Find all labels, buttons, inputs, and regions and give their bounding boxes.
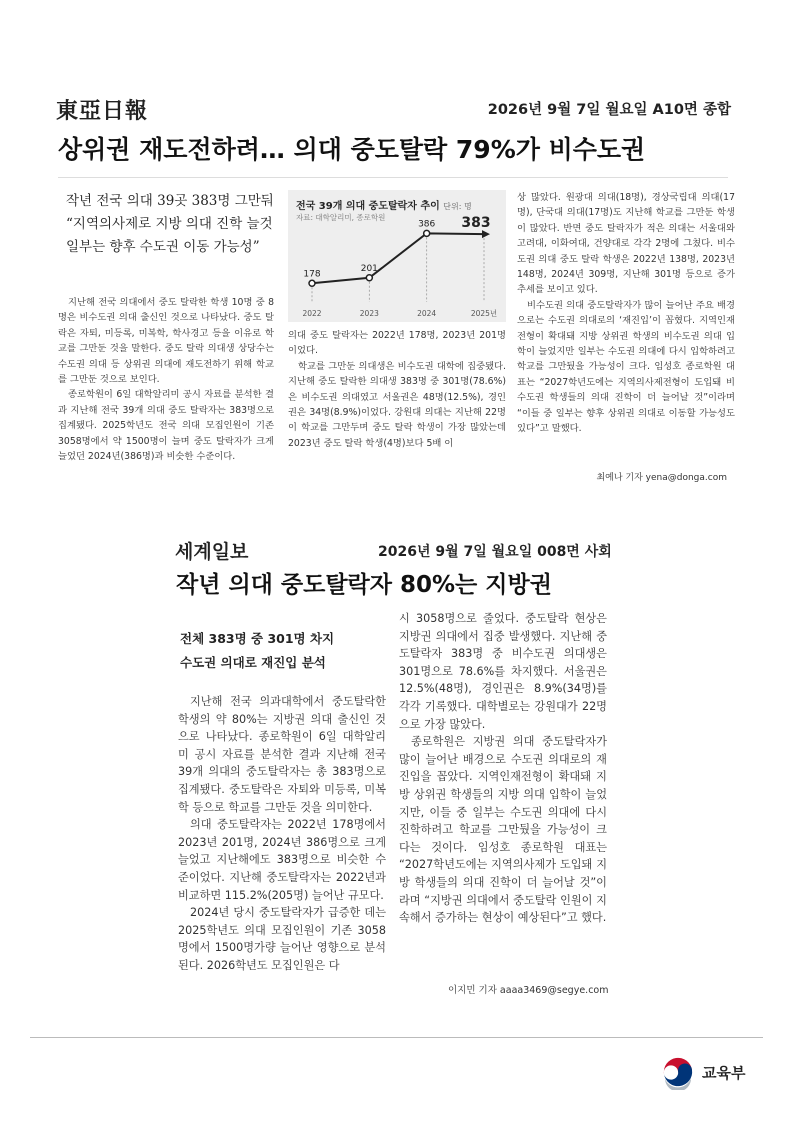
headline-donga: 상위권 재도전하려… 의대 중도탈락 79%가 비수도권 [58,135,646,164]
chart-x-tick-label: 2023 [359,309,379,318]
paragraph: 지난해 전국 의과대학에서 중도탈락한 학생의 약 80%는 지방권 의대 출신인 것으로 나타났다. 종로학원이 6일 대학알리미 공시 자료를 분석한 결과 지난해 전국 39개 의대의 중도탈락자는 총 383명으로 집계됐다. 중도탈락은 자퇴와 미등록, 미복학 등으로 학교를 그만둔 것을 의미한다. [178,695,386,814]
paragraph: 지난해 전국 의대에서 중도 탈락한 학생 10명 중 8명은 비수도권 의대 출신인 것으로 나타났다. 중도 탈락은 자퇴, 미등록, 미복학, 학사경고 등을 이유로 학교를 그만둔 것을 말한다. 중도 탈락 의대생 상당수는 수도권 의대 등 상위권 의대에 재도전하기 위해 학교를 그만둔 것으로 보인다. [58,297,274,386]
article1-column-3 [517,190,735,437]
paragraph: 종로학원은 지방권 의대 중도탈락자가 많이 늘어난 배경으로 수도권 의대로의 재진입을 꼽았다. 지역인재전형이 확대돼 지방 상위권 학생들의 지방 의대 입학이 늘었지만, 이들 중 일부는 수도권 의대에 다시 진학하려고 학교를 그만뒀을 가능성이 크다는 것이다. 임성호 종로학원 대표는 “2027학년도에는 지역의사제가 도입돼 지방 학생들의 의대 진학이 더 늘어날 것”이라며 “지방권 의대에서 중도탈락 인원이 지속해서 증가하는 현상이 예상된다”고 했다. [399,735,607,925]
taegeuk-emblem-icon [660,1054,696,1090]
chart-data-label: 201 [360,263,378,274]
dateline-segye: 2026년 9월 7일 월요일 008면 사회 [378,544,612,560]
chart-x-tick-label: 2022 [302,309,322,318]
subheads-segye [180,627,390,675]
byline-donga: 최예나 기자 yena@donga.com [596,473,727,483]
paragraph: 종로학원이 6일 대학알리미 공시 자료를 분석한 결과 지난해 전국 39개 의대 중도 탈락자는 383명으로 집계됐다. 2025학년도 전국 의대 모집인원이 기존 3058명에서 약 1500명이 늘며 중도 탈락자가 크게 늘었던 2024년(386명)과 비슷한 수준이다. [58,389,274,463]
masthead-donga: 東亞日報 [56,98,149,124]
chart-source: 자료: 대학알리미, 종로학원 [296,213,386,222]
chart-point [424,230,430,236]
chart-point [309,280,315,286]
paragraph: 의대 중도탈락자는 2022년 178명에서 2023년 201명, 2024년 386명으로 크게 늘었고 지난해에도 383명으로 비슷한 수준이었다. 지난해 중도탈락자는 2022년과 비교하면 115.2%(205명) 늘어난 규모다. [178,818,386,902]
chart-title: 전국 39개 의대 중도탈락자 추이 단위: 명 [296,201,472,212]
subheads-donga [66,190,286,259]
subhead-line: “지역의사제로 지방 의대 진학 늘것 [66,216,273,232]
chart-data-label: 386 [418,219,436,230]
article1-column-2 [288,328,506,451]
article1-column-1 [58,295,274,464]
ministry-name: 교육부 [702,1063,746,1082]
paragraph: 상 많았다. 원광대 의대(18명), 경상국립대 의대(17명), 단국대 의대(17명)도 지난해 학교를 그만둔 학생이 많았다. 반면 중도 탈락자가 적은 의대는 서울대와 고려대, 이화여대, 건양대로 각각 2명에 그쳤다. 비수도권 의대 중도 탈락 학생은 2022년 138명, 2023년 148명, 2024년 309명, 지난해 301명 등으로 증가 추세를 보이고 있다. [517,192,735,296]
chart-x-tick-label: 2025년 [470,309,498,318]
chart-series-line [312,233,484,283]
chart-unit: 단위: 명 [443,202,472,211]
chart-data-label: 383 [461,215,491,232]
subhead-line: 일부는 향후 수도권 이동 가능성” [66,239,260,255]
paragraph: 의대 중도 탈락자는 2022년 178명, 2023년 201명이었다. [288,330,506,357]
paragraph: 비수도권 의대 중도탈락자가 많이 늘어난 주요 배경으로는 수도권 의대로의 ‘재진입’이 꼽혔다. 지역인재전형이 확대돼 지방 상위권 학생의 비수도권 의대 입학이 늘었지만 일부는 수도권 의대에 다시 입학하려고 학교를 그만뒀을 가능성이 크다. 임성호 종로학원 대표는 “2027학년도에는 지역의사제전형이 도입돼 비수도권 학생들의 의대 진학이 더 늘어날 것”이라며 “이들 중 일부는 향후 상위권 의대로 이동할 가능성도 있다”고 말했다. [517,299,735,435]
masthead-segye: 세계일보 [175,541,249,563]
footer-divider [30,1037,763,1038]
subhead-line: 작년 전국 의대 39곳 383명 그만둬 [66,193,274,209]
ministry-logo [660,1054,745,1090]
headline-segye: 작년 의대 중도탈락자 80%는 지방권 [176,572,552,598]
chart-plot [288,190,506,322]
chart-arrow-head [482,230,490,238]
article2-column-1 [178,693,386,975]
paragraph: 시 3058명으로 줄었다. 중도탈락 현상은 지방권 의대에서 집중 발생했다. 지난해 중도탈락자 383명 중 비수도권 의대생은 301명으로 78.6%를 차지했다. 서울권은 12.5%(48명), 경인권은 8.9%(34명)를 각각 기록했다. 대학별로는 강원대가 22명으로 가장 많았다. [399,612,607,731]
paragraph: 2024년 당시 중도탈락자가 급증한 데는 2025학년도 의대 모집인원이 기존 3058명에서 1500명가량 늘어난 영향으로 분석된다. 2026학년도 모집인원은 다 [178,906,386,972]
chart-point [366,275,372,281]
chart-data-label: 178 [303,269,321,280]
dropout-trend-chart [288,190,506,322]
chart-x-tick-label: 2024 [417,309,437,318]
headline-divider [58,177,728,178]
subhead-line: 수도권 의대로 재진입 분석 [180,655,326,670]
dateline-donga: 2026년 9월 7일 월요일 A10면 종합 [487,102,731,118]
paragraph: 학교를 그만둔 의대생은 비수도권 대학에 집중됐다. 지난해 중도 탈락한 의대생 383명 중 301명(78.6%)은 비수도권 의대였고 서울권은 48명(12.5%), 경인권은 34명(8.9%)이었다. 강원대 의대는 지난해 22명이 학교를 그만두며 중도 탈락 학생이 가장 많았는데 2023년 중도 탈락 학생(4명)보다 5배 이 [288,360,506,449]
article2-column-2 [399,610,607,927]
subhead-line: 전체 383명 중 301명 차지 [180,631,335,646]
byline-segye: 이지민 기자 aaaa3469@segye.com [448,985,609,996]
